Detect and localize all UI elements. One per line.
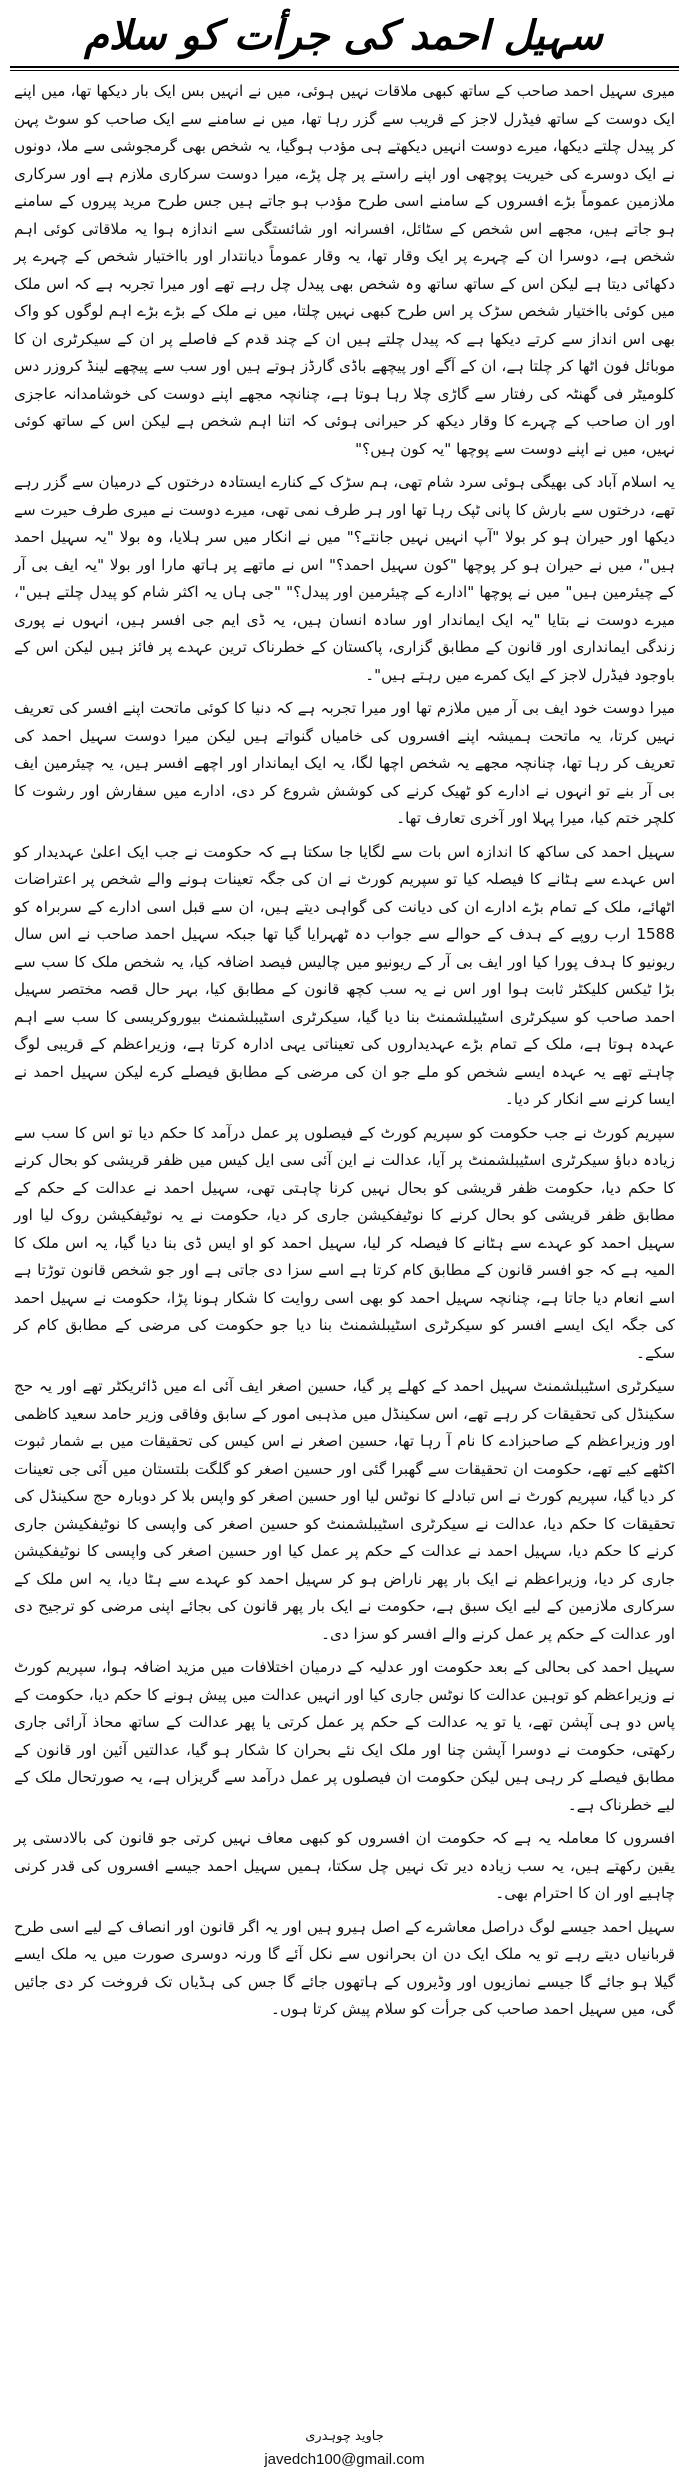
- paragraph: یہ اسلام آباد کی بھیگی ہوئی سرد شام تھی، ہم سڑک کے کنارے ایستادہ درختوں کے درمیان سے گزر رہے تھے، درختوں سے بارش کا پانی ٹپک رہا تھا اور ہر طرف نمی تھی، میرے دوست نے میری طرف حیرت سے دیکھا اور حیران ہو کر بولا "آپ انہیں نہیں جانتے؟" میں نے انکار میں سر ہلایا، وہ بولا "یہ سہیل احمد ہیں"، میں نے حیران ہو کر پوچھا "کون سہیل احمد؟" اس نے ماتھے پر ہاتھ مارا اور بولا "یہ ایف بی آر کے چیئرمین ہیں" میں نے پوچھا "ادارے کے چیئرمین اور پیدل؟" "جی ہاں یہ اکثر شام کو پیدل چلتے ہیں"، میرے دوست نے بتایا "یہ ایک ایماندار اور سادہ انسان ہیں، یہ ڈی ایم جی افسر ہیں، انہوں نے پوری زندگی ایمانداری اور قانون کے مطابق گزاری، پاکستان کے خطرناک ترین عہدے پر فائز ہیں لیکن اس کے باوجود فیڈرل لاجز کے ایک کمرے میں رہتے ہیں"۔: [14, 473, 675, 684]
- title-rule-thin: [10, 70, 679, 71]
- author-email[interactable]: javedch100@gmail.com: [264, 2451, 425, 2468]
- paragraph: سہیل احمد جیسے لوگ دراصل معاشرے کے اصل ہیرو ہیں اور یہ اگر قانون اور انصاف کے لیے اسی طرح قربانیاں دیتے رہے تو یہ ملک ایک دن ان بحرانوں سے نکل آئے گا ورنہ دوسری صورت میں یہ ملک ایسے گیلا ہو جائے گا جیسے نمازیوں اور وڈیروں کے ہاتھوں جائے گا جس کی ہڈیاں تک فروخت کر دی جائیں گی، میں سہیل احمد صاحب کی جرأت کو سلام پیش کرتا ہوں۔: [14, 1917, 675, 2018]
- title-rule: [10, 66, 679, 68]
- paragraph: سہیل احمد کی بحالی کے بعد حکومت اور عدلیہ کے درمیان اختلافات میں مزید اضافہ ہوا، سپریم کورٹ نے وزیراعظم کو توہین عدالت کا نوٹس جاری کیا اور انہیں عدالت میں پیش ہونے کا حکم دیا، حکومت کے پاس دو ہی آپشن تھے، یا تو یہ عدالت کے حکم پر عمل کرتی یا پھر عدالت کے ساتھ محاذ آرائی جاری رکھتی، حکومت نے دوسرا آپشن چنا اور ملک ایک نئے بحران کا شکار ہو گیا، عدالتیں آئین اور قانون کے مطابق فیصلے کر رہی ہیں لیکن حکومت ان فیصلوں پر عمل درآمد سے گریزاں ہے، یہ صورتحال ملک کے لیے خطرناک ہے۔: [14, 1658, 675, 1814]
- paragraph: سپریم کورٹ نے جب حکومت کو سپریم کورٹ کے فیصلوں پر عمل درآمد کا حکم دیا تو اس کا سب سے زیادہ دباؤ سیکرٹری اسٹیبلشمنٹ پر آیا، عدالت نے این آئی سی ایل کیس میں ظفر قریشی کو بحال کرنے کا حکم دیا، حکومت ظفر قریشی کو بحال نہیں کرنا چاہتی تھی، سہیل احمد نے عدالت کے حکم کے مطابق ظفر قریشی کو بحال کرنے کا نوٹیفکیشن جاری کر دیا، حکومت نے یہ نوٹیفکیشن روک لیا اور سہیل احمد کو عہدے سے ہٹانے کا فیصلہ کر لیا، سہیل احمد کو او ایس ڈی بنا دیا گیا، یہ اس ملک کا المیہ ہے کہ جو افسر قانون کے مطابق کام کرتا ہے اسے سزا دی جاتی ہے اور جو شخص قانون توڑتا ہے اسے انعام دیا جاتا ہے، چنانچہ سہیل احمد کو بھی اسی روایت کا شکار ہونا پڑا، حکومت نے سہیل احمد کی جگہ ایک ایسے افسر کو سیکرٹری اسٹیبلشمنٹ بنا دیا جو حکومت کی مرضی کے مطابق کام کر سکے۔: [14, 1123, 675, 1362]
- paragraph: میری سہیل احمد صاحب کے ساتھ کبھی ملاقات نہیں ہوئی، میں نے انہیں بس ایک بار دیکھا تھا، میں اپنے ایک دوست کے ساتھ فیڈرل لاجز کے قریب سے گزر رہا تھا، میں نے سامنے سے ایک صاحب کو سوٹ پہن کر پیدل چلتے دیکھا، میرے دوست انہیں دیکھتے ہی مؤدب ہوگیا، یہ شخص بھی گرمجوشی سے ملا، دونوں نے ایک دوسرے کی خیریت پوچھی اور اپنے راستے پر چل پڑے، میرا دوست سرکاری ملازم ہے اور سرکاری ملازمین عموماً بڑے افسروں کے سامنے اسی طرح مؤدب ہو جاتے ہیں جس طرح مرید پیروں کے سامنے ہو جاتے ہیں، مجھے اس شخص کے سٹائل، افسرانہ اور شائستگی سے اندازہ ہوا یہ ملاقاتی کوئی اہم شخص ہے، دوسرا ان کے چہرے پر ایک وقار تھا، یہ وقار عموماً دیانتدار اور بااختیار شخص کے چہرے پر دکھائی دیتا ہے لیکن اس کے ساتھ ساتھ وہ شخص بھی پیدل چل رہے تھے اور میرا تجربہ ہے کہ اس ملک میں کوئی بااختیار شخص سڑک پر اس طرح کبھی نہیں چلتا، میں نے ملک کے بڑے بڑے اہم لوگوں کو واک بھی اس انداز سے کرتے دیکھا ہے کہ پیدل چلتے ہیں ان کے چند قدم کے فاصلے پر ان کے سیکرٹری ان کا موبائل فون اٹھا کر چلتا ہے، ان کے آگے اور پیچھے باڈی گارڈز ہوتے ہیں اور سب سے پیچھے لینڈ کروزر دس کلومیٹر فی گھنٹہ کی رفتار سے گاڑی چلا رہا ہوتا ہے، چنانچہ مجھے اپنے دوست کی خوشامدانہ عاجزی اور ان صاحب کے چہرے کا وقار دیکھ کر حیرانی ہوئی کہ اتنا اہم شخص ہے لیکن اس کے ساتھ کوئی نہیں، میں نے اپنے دوست سے پوچھا "یہ کون ہیں؟": [14, 82, 675, 458]
- paragraph: سہیل احمد کی ساکھ کا اندازہ اس بات سے لگایا جا سکتا ہے کہ حکومت نے جب ایک اعلیٰ عہدیدار کو اس عہدے سے ہٹانے کا فیصلہ کیا تو سپریم کورٹ نے ان کی جگہ تعینات ہونے والے شخص پر اعتراضات اٹھائے، ملک کے تمام بڑے ادارے ان کی دیانت کی گواہی دیتے ہیں، ان سے قبل اسی ادارے کے سربراہ کو 1588 ارب روپے کے ہدف کے حوالے سے جواب دہ ٹھہرایا گیا تھا جبکہ سہیل احمد صاحب نے اس سال ریونیو کا ہدف پورا کیا اور ایف بی آر کے ریونیو میں چالیس فیصد اضافہ کیا، یہ شخص ملک کا سب سے بڑا ٹیکس کلیکٹر ثابت ہوا اور اس نے یہ سب کچھ قانون کے مطابق کیا، بہر حال قصہ مختصر سہیل احمد صاحب کو سیکرٹری اسٹیبلشمنٹ بنا دیا گیا، سیکرٹری اسٹیبلشمنٹ بیوروکریسی کا سب سے اہم عہدہ ہوتا ہے، ملک کے تمام بڑے عہدیداروں کی تعیناتی یہی ادارہ کرتا ہے، وزیراعظم کے قریبی لوگ چاہتے تھے یہ عہدہ ایسے شخص کو ملے جو ان کی مرضی کے مطابق فیصلے کرے لیکن سہیل احمد نے ایسا کرنے سے انکار کر دیا۔: [14, 842, 675, 1108]
- paragraph: افسروں کا معاملہ یہ ہے کہ حکومت ان افسروں کو کبھی معاف نہیں کرتی جو قانون کی بالادستی پر یقین رکھتے ہیں، یہ سب زیادہ دیر تک نہیں چل سکتا، ہمیں سہیل احمد جیسے افسروں کی قدر کرنی چاہیے اور ان کا احترام بھی۔: [14, 1829, 675, 1902]
- headline-box: [6, 8, 681, 64]
- headline: سہیل احمد کی جرأت کو سلام: [84, 13, 603, 59]
- article-body: [14, 78, 675, 2030]
- paragraph: میرا دوست خود ایف بی آر میں ملازم تھا اور میرا تجربہ ہے کہ دنیا کا کوئی ماتحت اپنے افسر کی تعریف نہیں کرتا، یہ ماتحت ہمیشہ اپنے افسروں کی خامیاں گنواتے ہیں لیکن میرا دوست سہیل احمد کی تعریف کر رہا تھا، چنانچہ مجھے یہ شخص اچھا لگا، یہ ایک ایماندار اور اچھے افسر ہیں، یہ چیئرمین ایف بی آر بنے تو انہوں نے ادارے کو ٹھیک کرنے کی کوشش شروع کر دی، ادارے میں سفارش اور رشوت کا کلچر ختم کیا، میرا پہلا اور آخری تعارف تھا۔: [14, 699, 675, 827]
- author-byline: جاوید چوہدری: [305, 2429, 384, 2444]
- paragraph: سیکرٹری اسٹیبلشمنٹ سہیل احمد کے کھلے پر گیا، حسین اصغر ایف آئی اے میں ڈائریکٹر تھے اور یہ حج سکینڈل کی تحقیقات کر رہے تھے، اس سکینڈل میں مذہبی امور کے سابق وفاقی وزیر حامد سعید کاظمی اور وزیراعظم کے صاحبزادے کا نام آ رہا تھا، حسین اصغر نے اس کیس کی تحقیقات میں بے شمار ثبوت اکٹھے کیے تھے، حکومت ان تحقیقات سے گھبرا گئی اور حسین اصغر کو گلگت بلتستان میں آئی جی تعینات کر دیا گیا، سپریم کورٹ نے اس تبادلے کا نوٹس لیا اور حسین اصغر کو واپس بلا کر دوبارہ حج سکینڈل کی تحقیقات کا حکم دیا، عدالت نے سیکرٹری اسٹیبلشمنٹ کو حسین اصغر کی واپسی کا نوٹیفکیشن جاری کرنے کا حکم دیا، سہیل احمد نے عدالت کے حکم پر عمل کیا اور حسین اصغر کی واپسی کا نوٹیفکیشن جاری کر دیا، وزیراعظم نے ایک بار پھر ناراض ہو کر سہیل احمد کو عہدے سے ہٹا دیا، یہ اس ملک کے سرکاری ملازمین کے لیے ایک سبق ہے، حکومت نے ایک بار پھر قانون کی بجائے اپنی مرضی کو ترجیح دی اور عدالت کے حکم پر عمل کرنے والے افسر کو سزا دی۔: [14, 1377, 675, 1643]
